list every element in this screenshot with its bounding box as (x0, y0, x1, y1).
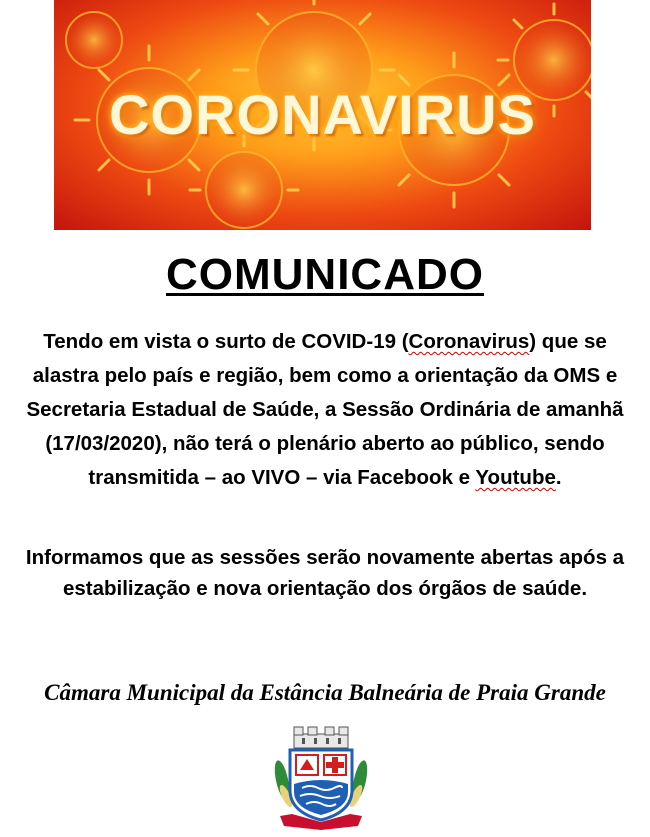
notice-paragraph-1 (22, 325, 628, 495)
coronavirus-banner (54, 0, 591, 230)
page-title (0, 250, 650, 300)
signature: Câmara Municipal da Estância Balneária de Praia Grande (44, 680, 606, 705)
coat-of-arms-logo (272, 724, 370, 832)
paragraph-1-spellcheck-word-a: Coronavirus (408, 330, 530, 353)
paragraph-1-spellcheck-word-b: Youtube (475, 466, 556, 489)
notice-paragraph-2: Informamos que as sessões serão novamente abertas após a estabilização e nova orientação dos órgãos de saúde. (25, 546, 625, 600)
banner-title: CORONAVIRUS (109, 83, 536, 146)
paragraph-1-text-a: Tendo em vista o surto de COVID-19 ( (43, 330, 409, 353)
page-title-text: COMUNICADO (166, 250, 484, 299)
paragraph-1-text-b: ) que se alastra pelo país e região, bem como a orientação da OMS e Secretaria Estadual de Saúde, a Sessão Ordinária de amanhã (17/03/2020), não terá o plenário aberto ao público, sendo transmitida – ao VIVO – via Facebook e (26, 330, 624, 489)
coat-of-arms-icon (272, 724, 370, 832)
paragraph-1-text-c: . (555, 466, 562, 489)
